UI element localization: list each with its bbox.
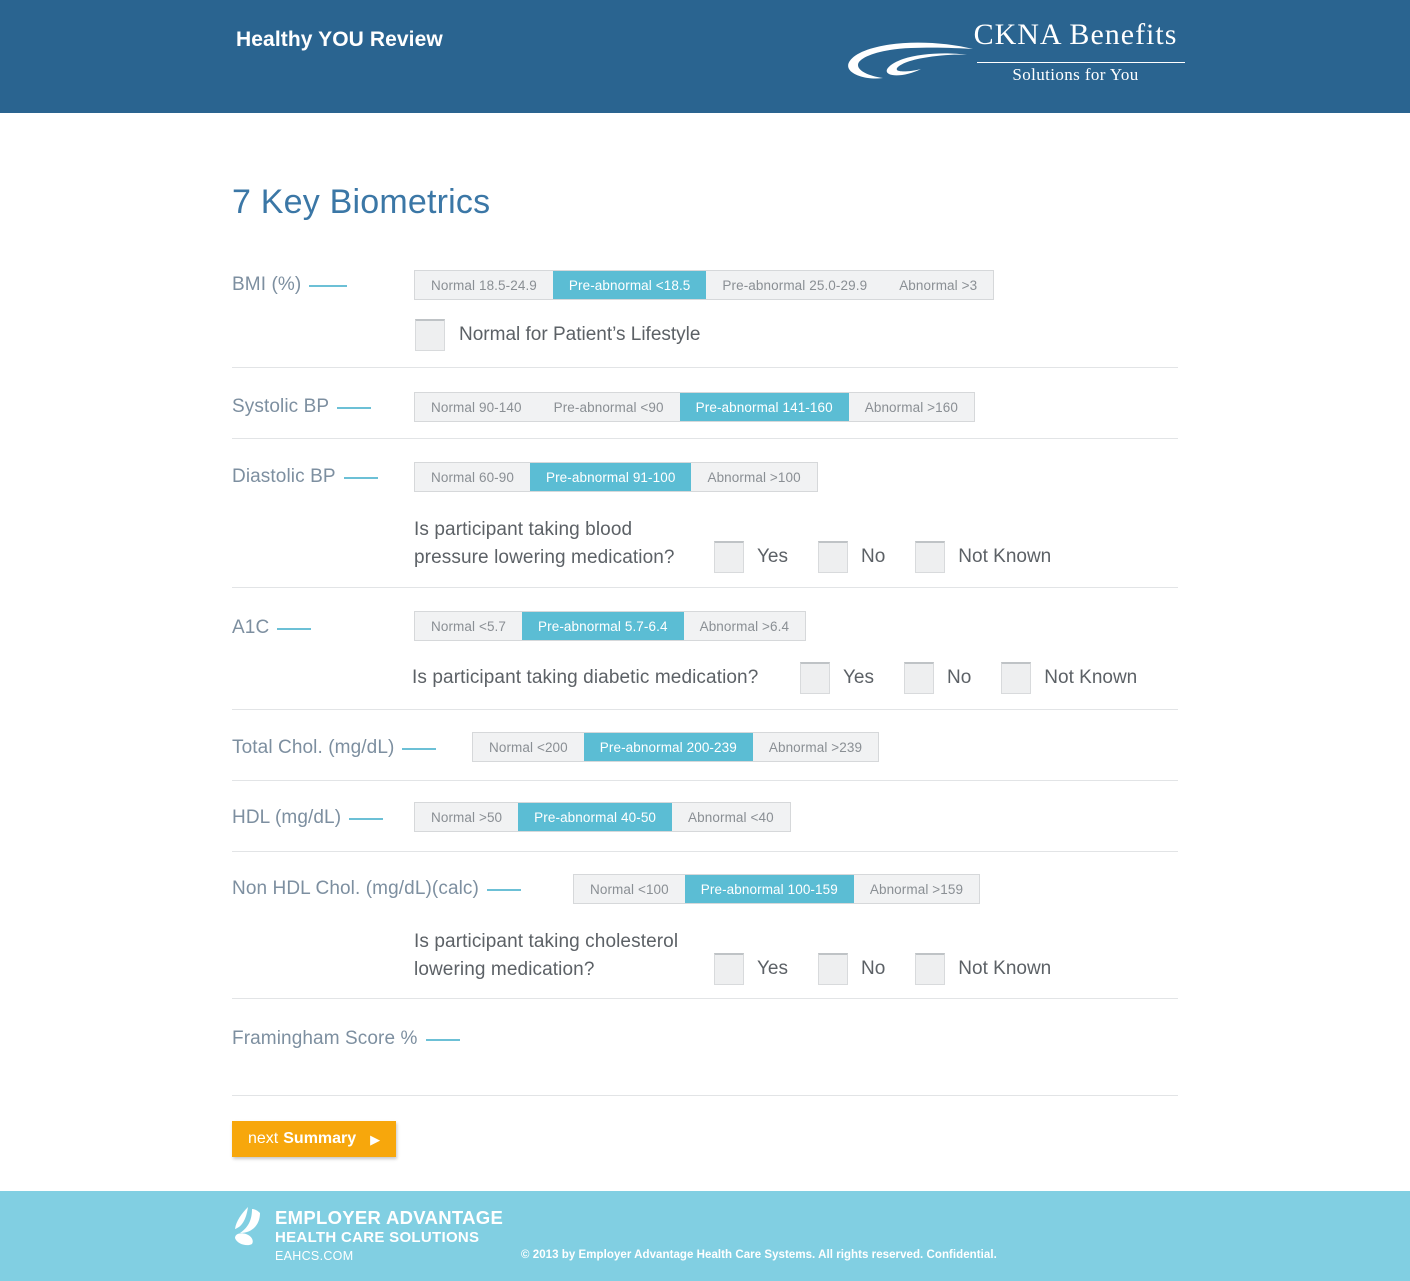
label-text-a1c: A1C bbox=[232, 617, 270, 638]
logo-tagline: Solutions for You bbox=[1012, 65, 1139, 84]
next-button-prefix: next bbox=[248, 1130, 279, 1147]
field-label-bmi bbox=[232, 274, 347, 296]
next-button-label: Summary bbox=[283, 1130, 357, 1147]
option-totalchol-2[interactable]: Abnormal >239 bbox=[753, 733, 878, 761]
option-bmi-1[interactable]: Pre-abnormal <18.5 bbox=[553, 271, 707, 299]
value-blank-diastolic-bp[interactable] bbox=[344, 477, 378, 479]
checkbox-bp-yes[interactable] bbox=[714, 541, 744, 573]
option-bmi-2[interactable]: Pre-abnormal 25.0-29.9 bbox=[706, 271, 883, 299]
option-totalchol-0[interactable]: Normal <200 bbox=[473, 733, 584, 761]
answer-label-bp-yes: Yes bbox=[757, 546, 788, 567]
question-cholesterol-medication-line1: Is participant taking cholesterol bbox=[414, 931, 679, 952]
field-label-systolic-bp bbox=[232, 396, 371, 418]
label-text-total-chol: Total Chol. (mg/dL) bbox=[232, 737, 395, 758]
optiongroup-non-hdl-chol[interactable] bbox=[573, 874, 980, 904]
optiongroup-a1c[interactable] bbox=[414, 611, 806, 641]
row-divider-1 bbox=[232, 367, 1178, 368]
logo-name: CKNA Benefits bbox=[973, 18, 1178, 51]
option-diastolic-0[interactable]: Normal 60-90 bbox=[415, 463, 530, 491]
question-bp-medication-line1: Is participant taking blood bbox=[414, 519, 633, 540]
optiongroup-diastolic-bp[interactable] bbox=[414, 462, 818, 492]
option-nonhdl-2[interactable]: Abnormal >159 bbox=[854, 875, 979, 903]
option-bmi-3[interactable]: Abnormal >3 bbox=[883, 271, 993, 299]
answer-label-chol-no: No bbox=[861, 958, 886, 979]
option-totalchol-1[interactable]: Pre-abnormal 200-239 bbox=[584, 733, 753, 761]
answer-chol-yes[interactable] bbox=[714, 953, 788, 985]
option-a1c-0[interactable]: Normal <5.7 bbox=[415, 612, 522, 640]
checkbox-bp-notknown[interactable] bbox=[915, 541, 945, 573]
row-divider-6 bbox=[232, 851, 1178, 852]
answer-diabetic-yes[interactable] bbox=[800, 662, 874, 694]
checkbox-chol-notknown[interactable] bbox=[915, 953, 945, 985]
checkbox-diabetic-yes[interactable] bbox=[800, 662, 830, 694]
next-summary-button[interactable] bbox=[232, 1121, 396, 1157]
answer-bp-yes[interactable] bbox=[714, 541, 788, 573]
question-cholesterol-medication-line2: lowering medication? bbox=[414, 959, 595, 980]
question-bp-medication-line2: pressure lowering medication? bbox=[414, 547, 675, 568]
field-label-framingham bbox=[232, 1028, 460, 1050]
option-diastolic-1[interactable]: Pre-abnormal 91-100 bbox=[530, 463, 691, 491]
footer-brand bbox=[275, 1207, 503, 1265]
value-blank-total-chol[interactable] bbox=[402, 748, 436, 750]
field-label-total-chol bbox=[232, 737, 436, 759]
value-blank-hdl[interactable] bbox=[349, 818, 383, 820]
checkbox-label-bmi-lifestyle: Normal for Patient’s Lifestyle bbox=[459, 324, 701, 345]
answer-label-bp-no: No bbox=[861, 546, 886, 567]
answers-cholesterol-medication bbox=[714, 953, 1051, 985]
row-divider-8 bbox=[232, 1095, 1178, 1096]
answer-bp-no[interactable] bbox=[818, 541, 885, 573]
page-title: 7 Key Biometrics bbox=[232, 183, 491, 221]
row-divider-2 bbox=[232, 438, 1178, 439]
label-text-diastolic-bp: Diastolic BP bbox=[232, 466, 336, 487]
app-footer bbox=[0, 1191, 1410, 1281]
checkbox-chol-no[interactable] bbox=[818, 953, 848, 985]
option-systolic-1[interactable]: Pre-abnormal <90 bbox=[538, 393, 680, 421]
field-label-a1c bbox=[232, 617, 311, 639]
answer-label-chol-yes: Yes bbox=[757, 958, 788, 979]
row-divider-7 bbox=[232, 998, 1178, 999]
page-header-title: Healthy YOU Review bbox=[236, 28, 443, 51]
optiongroup-hdl[interactable] bbox=[414, 802, 791, 832]
option-hdl-2[interactable]: Abnormal <40 bbox=[672, 803, 790, 831]
swoosh-icon bbox=[845, 40, 975, 82]
footer-copyright: © 2013 by Employer Advantage Health Care Systems. All rights reserved. Confidential. bbox=[521, 1249, 997, 1261]
footer-brand-line2: HEALTH CARE SOLUTIONS bbox=[275, 1229, 480, 1246]
label-text-systolic-bp: Systolic BP bbox=[232, 396, 330, 417]
answer-bp-notknown[interactable] bbox=[915, 541, 1051, 573]
label-text-hdl: HDL (mg/dL) bbox=[232, 807, 342, 828]
option-systolic-0[interactable]: Normal 90-140 bbox=[415, 393, 538, 421]
answer-diabetic-notknown[interactable] bbox=[1001, 662, 1137, 694]
checkbox-chol-yes[interactable] bbox=[714, 953, 744, 985]
answer-diabetic-no[interactable] bbox=[904, 662, 971, 694]
optiongroup-systolic-bp[interactable] bbox=[414, 392, 975, 422]
option-systolic-2[interactable]: Pre-abnormal 141-160 bbox=[680, 393, 849, 421]
ckna-benefits-logo bbox=[845, 18, 1185, 96]
answer-label-diabetic-yes: Yes bbox=[843, 667, 874, 688]
footer-brand-line3[interactable]: EAHCS.COM bbox=[275, 1249, 354, 1263]
question-cholesterol-medication bbox=[414, 928, 714, 984]
answer-chol-no[interactable] bbox=[818, 953, 885, 985]
row-divider-4 bbox=[232, 709, 1178, 710]
checkbox-bp-no[interactable] bbox=[818, 541, 848, 573]
checkbox-row-bmi-lifestyle bbox=[415, 319, 700, 351]
answer-label-chol-notknown: Not Known bbox=[958, 958, 1052, 979]
label-text-non-hdl-chol: Non HDL Chol. (mg/dL)(calc) bbox=[232, 878, 479, 899]
option-nonhdl-1[interactable]: Pre-abnormal 100-159 bbox=[685, 875, 854, 903]
employer-advantage-leaf-icon bbox=[232, 1205, 278, 1251]
optiongroup-bmi[interactable] bbox=[414, 270, 994, 300]
optiongroup-total-chol[interactable] bbox=[472, 732, 879, 762]
row-divider-3 bbox=[232, 587, 1178, 588]
option-hdl-0[interactable]: Normal >50 bbox=[415, 803, 518, 831]
app-header bbox=[0, 0, 1410, 113]
field-label-diastolic-bp bbox=[232, 466, 378, 488]
option-systolic-3[interactable]: Abnormal >160 bbox=[849, 393, 974, 421]
arrow-right-icon: ▶ bbox=[370, 1131, 381, 1147]
value-blank-a1c[interactable] bbox=[277, 628, 311, 630]
value-blank-systolic-bp[interactable] bbox=[337, 407, 371, 409]
answer-chol-notknown[interactable] bbox=[915, 953, 1051, 985]
option-a1c-1[interactable]: Pre-abnormal 5.7-6.4 bbox=[522, 612, 684, 640]
question-diabetic-medication-line1: Is participant taking diabetic medication? bbox=[412, 667, 759, 688]
checkbox-bmi-lifestyle[interactable] bbox=[415, 319, 445, 351]
option-nonhdl-0[interactable]: Normal <100 bbox=[574, 875, 685, 903]
label-text-framingham: Framingham Score % bbox=[232, 1028, 418, 1049]
value-blank-framingham[interactable] bbox=[426, 1039, 460, 1041]
logo-divider bbox=[977, 62, 1185, 63]
row-divider-5 bbox=[232, 780, 1178, 781]
value-blank-bmi[interactable] bbox=[309, 285, 347, 287]
answer-label-bp-notknown: Not Known bbox=[958, 546, 1052, 567]
answers-diabetic-medication bbox=[800, 662, 1137, 694]
field-label-non-hdl-chol bbox=[232, 878, 521, 900]
label-text-bmi: BMI (%) bbox=[232, 274, 302, 295]
option-bmi-0[interactable]: Normal 18.5-24.9 bbox=[415, 271, 553, 299]
field-label-hdl bbox=[232, 807, 383, 829]
answer-label-diabetic-no: No bbox=[947, 667, 972, 688]
answers-bp-medication bbox=[714, 541, 1051, 573]
value-blank-non-hdl-chol[interactable] bbox=[487, 889, 521, 891]
option-a1c-2[interactable]: Abnormal >6.4 bbox=[684, 612, 805, 640]
option-diastolic-2[interactable]: Abnormal >100 bbox=[691, 463, 816, 491]
checkbox-diabetic-no[interactable] bbox=[904, 662, 934, 694]
checkbox-diabetic-notknown[interactable] bbox=[1001, 662, 1031, 694]
question-diabetic-medication bbox=[412, 664, 758, 692]
footer-brand-line1: EMPLOYER ADVANTAGE bbox=[275, 1207, 504, 1228]
answer-label-diabetic-notknown: Not Known bbox=[1044, 667, 1138, 688]
option-hdl-1[interactable]: Pre-abnormal 40-50 bbox=[518, 803, 672, 831]
question-bp-medication bbox=[414, 516, 714, 572]
